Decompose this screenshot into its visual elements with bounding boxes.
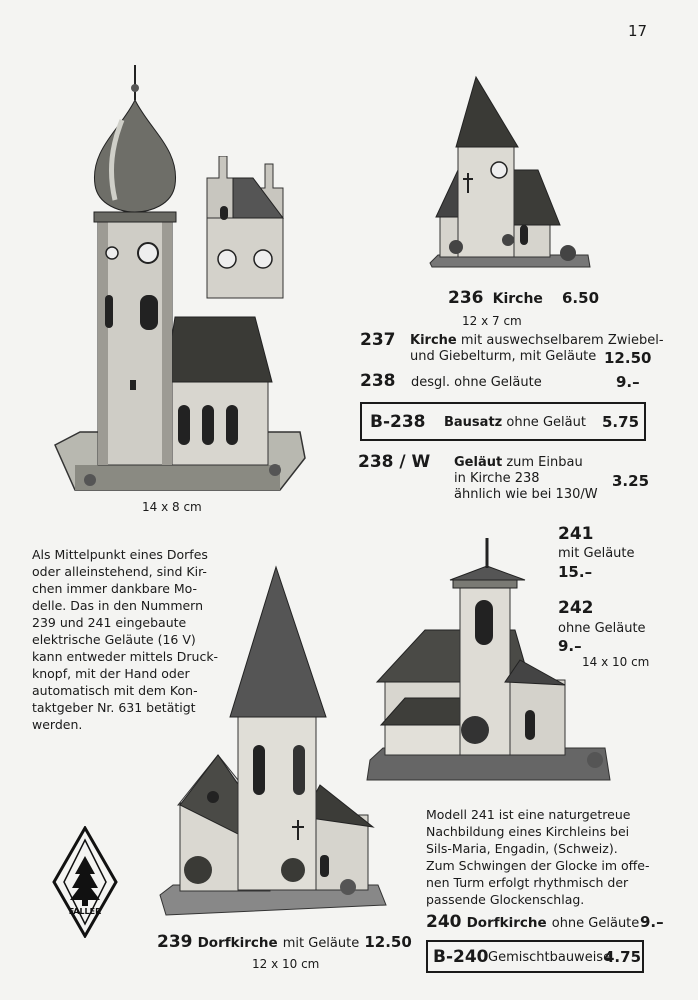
intro-line: knopf, mit der Hand oder [32, 666, 190, 681]
item-239-desc: mit Geläute [282, 936, 360, 951]
kit-b238-desc [444, 415, 586, 431]
item-241-price: 15.– [558, 563, 593, 581]
item-237-name: Kirche [410, 333, 457, 348]
item-237-price: 12.50 [604, 349, 652, 367]
kit-b240-price: 4.75 [604, 948, 642, 966]
intro-line: Als Mittelpunkt eines Dorfes [32, 547, 208, 562]
item-239-name: Dorfkirche [197, 935, 278, 951]
kit-b238-desc-text: ohne Geläut [506, 415, 586, 430]
item-238w-desc2: in Kirche 238 [454, 471, 540, 486]
item-price: 6.50 [562, 289, 600, 307]
item-242-size: 14 x 10 cm [582, 655, 650, 669]
model241-line: nen Turm erfolgt rhythmisch der [426, 875, 629, 890]
kit-b238-price: 5.75 [602, 413, 640, 431]
svg-text:FALLER: FALLER [68, 907, 102, 916]
item-237-number: 237 [360, 330, 396, 350]
intro-line: taktgeber Nr. 631 betätigt [32, 700, 196, 715]
item-237-desc2: und Giebelturm, mit Geläute [410, 349, 597, 364]
kit-b240-box [426, 940, 644, 973]
item-237-desc1: mit auswechselbarem Zwiebel- [460, 333, 664, 348]
onion-church-size: 14 x 8 cm [142, 500, 202, 514]
model241-line: passende Glockenschlag. [426, 892, 585, 907]
item-242-price: 9.– [558, 637, 582, 655]
kit-b240-desc: Gemischtbauweise [488, 950, 612, 965]
intro-line: automatisch mit dem Kon- [32, 683, 198, 698]
item-240-price: 9.– [640, 913, 664, 931]
model241-line: Zum Schwingen der Glocke im offe- [426, 858, 650, 873]
item-238w-desc1: zum Einbau [506, 455, 583, 470]
kit-b238-box [360, 402, 646, 441]
intro-line: werden. [32, 717, 83, 732]
item-239-number: 239 [157, 932, 193, 952]
item-238-number: 238 [360, 371, 396, 391]
item-number: 236 [448, 288, 484, 308]
item-242-desc: ohne Geläute [558, 621, 646, 636]
item-238w-number: 238 / W [358, 452, 431, 472]
item-name: Kirche [492, 291, 543, 307]
church-236-illustration [428, 75, 593, 270]
item-240-number: 240 [426, 912, 462, 932]
item-238w-desc3: ähnlich wie bei 130/W [454, 487, 598, 502]
item-240-desc: ohne Geläute [551, 916, 640, 931]
faller-logo [52, 826, 118, 938]
item-236 [448, 288, 599, 308]
item-236-size: 12 x 7 cm [462, 314, 522, 328]
model241-line: Modell 241 ist eine naturgetreue [426, 807, 631, 822]
intro-line: 239 und 241 eingebaute [32, 615, 187, 630]
item-238-desc: desgl. ohne Geläute [411, 375, 542, 390]
intro-line: delle. Das in den Nummern [32, 598, 204, 613]
item-242-number: 242 [558, 598, 594, 618]
item-241-desc: mit Geläute [558, 546, 635, 561]
model241-line: Sils-Maria, Engadin, (Schweiz). [426, 841, 618, 856]
item-239-size: 12 x 10 cm [252, 957, 320, 971]
item-240-name: Dorfkirche [466, 915, 547, 931]
item-238w-desc [454, 455, 598, 503]
item-241-number: 241 [558, 524, 594, 544]
intro-line: oder alleinstehend, sind Kir- [32, 564, 207, 579]
item-238w-price: 3.25 [612, 472, 650, 490]
item-238-price: 9.– [616, 373, 640, 391]
page-number: 17 [628, 22, 648, 40]
kit-b238-name: Bausatz [444, 415, 503, 430]
item-239-price: 12.50 [364, 933, 412, 951]
intro-line: chen immer dankbare Mo- [32, 581, 198, 596]
gable-tower-illustration [205, 156, 287, 300]
intro-paragraph [32, 546, 242, 733]
model241-paragraph [426, 806, 676, 908]
item-238w-name: Geläut [454, 455, 503, 470]
kit-b238-number: B-238 [370, 412, 426, 432]
kit-b240-number: B-240 [433, 947, 489, 967]
item-240 [426, 912, 639, 932]
item-239 [157, 932, 412, 952]
intro-line: kann entweder mittels Druck- [32, 649, 219, 664]
model241-line: Nachbildung eines Kirchleins bei [426, 824, 630, 839]
intro-line: elektrische Geläute (16 V) [32, 632, 196, 647]
